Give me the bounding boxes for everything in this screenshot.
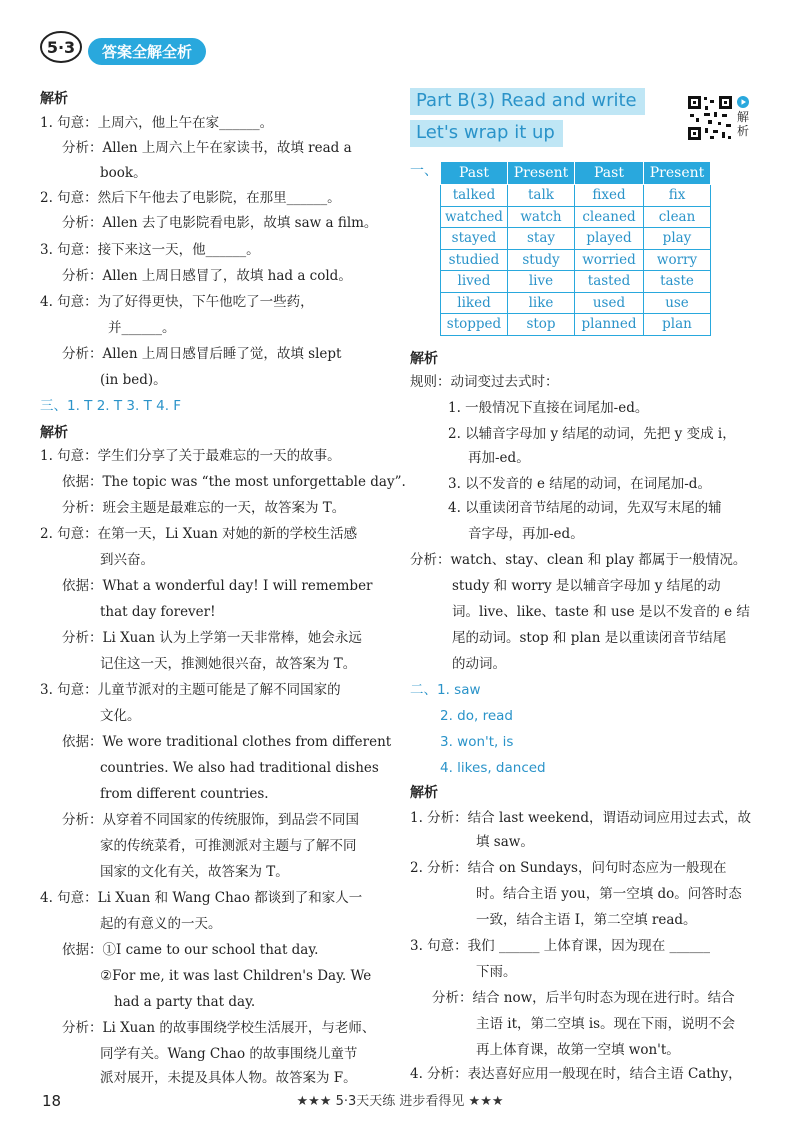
left-line: 家的传统菜肴，可推测派对主题与了解不同 — [100, 838, 357, 854]
table-cell: watched — [441, 206, 508, 228]
left-line: 3. 句意：儿童节派对的主题可能是了解不同国家的 — [40, 682, 341, 698]
table-cell: play — [644, 228, 711, 250]
left-heading-1: 解析 — [40, 91, 68, 107]
left-line: 分析：Allen 去了电影院看电影，故填 saw a film。 — [62, 215, 378, 231]
right-line: 2. 以辅音字母加 y 结尾的动词，先把 y 变成 i， — [448, 426, 736, 442]
left-line: 分析：Li Xuan 认为上学第一天非常棒，她会永远 — [62, 630, 362, 646]
header-title: 答案全解全析 — [88, 38, 206, 65]
table-cell: taste — [644, 271, 711, 293]
answer-line-2-1: 二、1. saw — [410, 682, 481, 698]
left-line: 文化。 — [100, 708, 141, 724]
logo-text: 5·3 — [46, 38, 76, 57]
table-row — [441, 292, 711, 314]
table-cell: talk — [508, 185, 575, 207]
left-line: 依据：The topic was “the most unforgettable day”. — [62, 474, 406, 490]
right-line: study 和 worry 是以辅音字母加 y 结尾的动 — [452, 578, 721, 594]
section-one-label: 一、 — [410, 163, 438, 179]
table-cell: worried — [575, 249, 644, 271]
play-icon[interactable] — [737, 96, 749, 108]
table-header-row — [441, 162, 711, 185]
table-cell: stop — [508, 314, 575, 336]
table-row — [441, 206, 711, 228]
table-cell: talked — [441, 185, 508, 207]
right-line: 分析：watch、stay、clean 和 play 都属于一般情况。 — [410, 552, 747, 568]
left-line: (in bed)。 — [100, 372, 167, 388]
right-line: 填 saw。 — [476, 834, 534, 850]
qr-code-icon[interactable] — [686, 94, 734, 142]
left-line: 分析：Allen 上周六上午在家读书，故填 read a — [62, 140, 352, 156]
left-line: ②For me, it was last Children's Day. We — [100, 968, 372, 984]
right-line: 1. 一般情况下直接在词尾加-ed。 — [448, 400, 649, 416]
table-cell: played — [575, 228, 644, 250]
right-line: 尾的动词。stop 和 plan 是以重读闭音节结尾 — [452, 630, 727, 646]
left-line: 国家的文化有关，故答案为 T。 — [100, 864, 289, 880]
left-line: 3. 句意：接下来这一天，他______。 — [40, 242, 260, 258]
footer-slogan: ★★★ 5·3天天练 进步看得见 ★★★ — [296, 1094, 504, 1109]
right-heading-1: 解析 — [410, 351, 438, 367]
left-line: 并______。 — [108, 320, 176, 336]
right-line: 音字母，再加-ed。 — [468, 526, 584, 542]
table-header: Past — [575, 162, 644, 185]
table-row — [441, 249, 711, 271]
table-header: Present — [644, 162, 711, 185]
qr-label: 解析 — [737, 110, 750, 138]
right-line: 2. 分析：结合 on Sundays，问句时态应为一般现在 — [410, 860, 727, 876]
right-line: 3. 句意：我们 ______ 上体育课，因为现在 ______ — [410, 938, 711, 954]
left-line: 1. 句意：上周六，他上午在家______。 — [40, 115, 274, 131]
left-line: 依据：We wore traditional clothes from different — [62, 734, 392, 750]
table-cell: stayed — [441, 228, 508, 250]
table-row — [441, 314, 711, 336]
table-row — [441, 228, 711, 250]
left-line: book。 — [100, 165, 147, 181]
left-line: 2. 句意：在第一天，Li Xuan 对她的新的学校生活感 — [40, 526, 358, 542]
table-cell: used — [575, 292, 644, 314]
left-line: from different countries. — [100, 786, 269, 802]
left-line: 依据：①I came to our school that day. — [62, 942, 319, 958]
left-heading-2: 解析 — [40, 425, 68, 441]
left-line: countries. We also had traditional dishes — [100, 760, 379, 776]
left-line: 分析：Allen 上周日感冒后睡了觉，故填 slept — [62, 346, 342, 362]
right-heading-2: 解析 — [410, 785, 438, 801]
left-line: 分析：Li Xuan 的故事围绕学校生活展开，与老师、 — [62, 1020, 376, 1036]
right-line: 再上体育课，故第一空填 won't。 — [476, 1042, 680, 1058]
answer-line-2-2: 2. do, read — [440, 708, 513, 724]
right-line: 主语 it，第二空填 is。现在下雨，说明不会 — [476, 1016, 736, 1032]
table-cell: fix — [644, 185, 711, 207]
left-line: 起的有意义的一天。 — [100, 916, 222, 932]
left-line: 分析：班会主题是最难忘的一天，故答案为 T。 — [62, 500, 346, 516]
answer-line-2-4: 4. likes, danced — [440, 760, 546, 776]
right-line: 的动词。 — [452, 656, 506, 672]
left-line: 派对展开，未提及具体人物。故答案为 F。 — [100, 1070, 357, 1086]
right-line: 1. 分析：结合 last weekend，谓语动词应用过去式，故 — [410, 810, 752, 826]
right-line: 4. 以重读闭音节结尾的动词，先双写末尾的辅 — [448, 500, 722, 516]
left-line: 依据：What a wonderful day! I will remember — [62, 578, 373, 594]
table-header: Past — [441, 162, 508, 185]
table-cell: liked — [441, 292, 508, 314]
table-cell: lived — [441, 271, 508, 293]
right-line: 分析：结合 now，后半句时态为现在进行时。结合 — [432, 990, 735, 1006]
table-cell: worry — [644, 249, 711, 271]
table-cell: use — [644, 292, 711, 314]
logo-badge — [40, 30, 82, 64]
table-cell: stay — [508, 228, 575, 250]
table-cell: clean — [644, 206, 711, 228]
right-line: 规则：动词变过去式时： — [410, 374, 559, 390]
right-line: 下雨。 — [476, 964, 517, 980]
right-line: 3. 以不发音的 e 结尾的动词，在词尾加-d。 — [448, 476, 711, 492]
table-row — [441, 271, 711, 293]
table-header: Present — [508, 162, 575, 185]
table-cell: studied — [441, 249, 508, 271]
table-cell: study — [508, 249, 575, 271]
table-cell: tasted — [575, 271, 644, 293]
answer-line-3: 三、1. T 2. T 3. T 4. F — [40, 398, 182, 414]
table-cell: plan — [644, 314, 711, 336]
left-line: 到兴奋。 — [100, 552, 154, 568]
table-cell: cleaned — [575, 206, 644, 228]
table-cell: planned — [575, 314, 644, 336]
table-cell: live — [508, 271, 575, 293]
left-line: 记住这一天，推测她很兴奋，故答案为 T。 — [100, 656, 357, 672]
right-line: 一致，结合主语 I，第二空填 read。 — [476, 912, 697, 928]
left-line: 分析：Allen 上周日感冒了，故填 had a cold。 — [62, 268, 352, 284]
page-number: 18 — [42, 1092, 62, 1110]
table-cell: watch — [508, 206, 575, 228]
left-line: 1. 句意：学生们分享了关于最难忘的一天的故事。 — [40, 448, 341, 464]
left-line: 4. 句意：为了好得更快，下午他吃了一些药， — [40, 294, 314, 310]
right-line: 时。结合主语 you，第一空填 do。问答时态 — [476, 886, 742, 902]
table-cell: like — [508, 292, 575, 314]
left-line: 分析：从穿着不同国家的传统服饰，到品尝不同国 — [62, 812, 359, 828]
left-line: that day forever! — [100, 604, 216, 620]
left-line: had a party that day. — [114, 994, 256, 1010]
left-line: 4. 句意：Li Xuan 和 Wang Chao 都谈到了和家人一 — [40, 890, 363, 906]
right-line: 再加-ed。 — [468, 450, 530, 466]
table-row — [441, 185, 711, 207]
left-line: 同学有关。Wang Chao 的故事围绕儿童节 — [100, 1046, 358, 1062]
table-cell: stopped — [441, 314, 508, 336]
answer-line-2-3: 3. won't, is — [440, 734, 514, 750]
part-title: Part B(3) Read and write — [410, 88, 645, 115]
right-line: 词。live、like、taste 和 use 是以不发音的 e 结 — [452, 604, 750, 620]
table-cell: fixed — [575, 185, 644, 207]
verb-tense-table — [440, 161, 711, 336]
part-subtitle: Let's wrap it up — [410, 120, 563, 147]
right-line: 4. 分析：表达喜好应用一般现在时，结合主语 Cathy， — [410, 1066, 742, 1082]
left-line: 2. 句意：然后下午他去了电影院，在那里______。 — [40, 190, 341, 206]
